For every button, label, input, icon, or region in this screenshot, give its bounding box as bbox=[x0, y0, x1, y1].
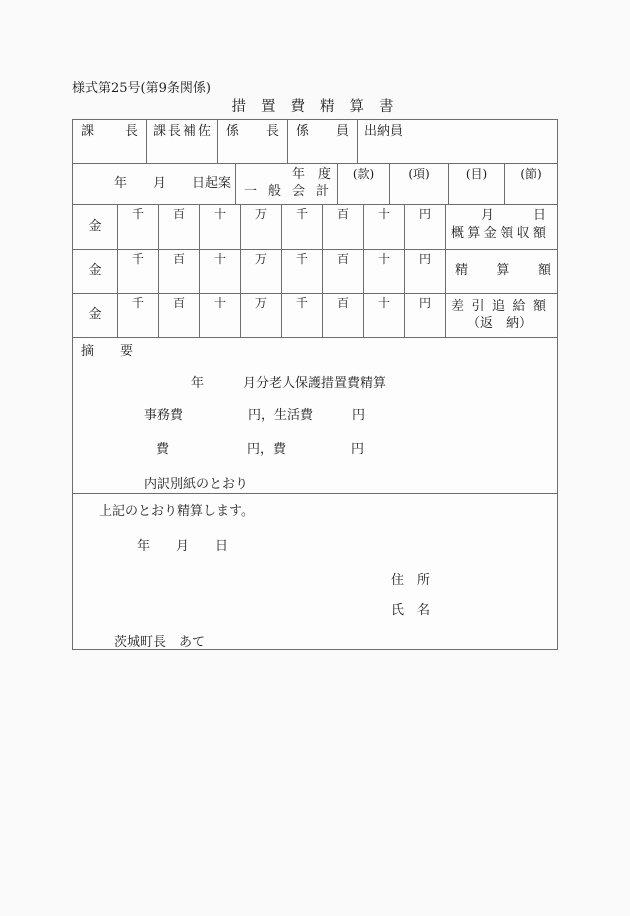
fiscal-year-cell bbox=[236, 164, 338, 204]
amount-label-cell bbox=[446, 205, 557, 249]
digit-header-cell: 十 bbox=[200, 294, 241, 337]
digit-header-cell: 千 bbox=[118, 250, 159, 293]
draft-date-text: 年 月 日起案 bbox=[113, 175, 231, 191]
form-number: 様式第25号(第9条関係) bbox=[72, 81, 211, 96]
draft-budget-row bbox=[73, 164, 557, 205]
currency-prefix-cell: 金 bbox=[73, 205, 118, 249]
approval-cell-staff: 係員 bbox=[288, 120, 358, 163]
amount-row-estimated-receipt bbox=[73, 205, 557, 250]
digit-header-cell: 百 bbox=[159, 250, 200, 293]
estimated-receipt-label: 概算金領収額 bbox=[451, 225, 546, 241]
currency-prefix-cell: 金 bbox=[73, 294, 118, 337]
declaration-text: 上記のとおり精算します。 bbox=[99, 504, 254, 519]
settlement-amount-label: 精算額 bbox=[455, 263, 551, 279]
digit-header-cell: 十 bbox=[200, 250, 241, 293]
digit-header-cell: 百 bbox=[323, 294, 364, 337]
digit-header-cell: 万 bbox=[241, 250, 282, 293]
digit-header-cell: 百 bbox=[323, 205, 364, 249]
digit-header-cell: 百 bbox=[159, 205, 200, 249]
digit-header-cell: 円 bbox=[405, 250, 446, 293]
digit-header-cell: 十 bbox=[364, 205, 405, 249]
address-label: 住 所 bbox=[391, 572, 431, 588]
approval-cell-deputy-section-chief: 課長補佐 bbox=[147, 120, 218, 163]
placement-expense-settlement-form bbox=[72, 119, 558, 650]
digit-header-cell: 円 bbox=[405, 205, 446, 249]
amount-row-settlement bbox=[73, 250, 557, 294]
summary-line-month: 年 月分老人保護措置費精算 bbox=[191, 375, 387, 391]
digit-header-cell: 円 bbox=[405, 294, 446, 337]
approval-stamp-row bbox=[73, 120, 557, 164]
balance-refund-label: 差引追給額 bbox=[451, 298, 546, 314]
summary-line-office-living-expense: 事務費 円，生活費 円 bbox=[144, 407, 366, 423]
digit-header-cell: 万 bbox=[241, 294, 282, 337]
budget-kan-cell: (款) bbox=[338, 164, 390, 204]
currency-prefix-cell: 金 bbox=[73, 250, 118, 293]
summary-line-breakdown-note: 内訳別紙のとおり bbox=[144, 476, 249, 492]
addressee-text: 茨城町長 あて bbox=[114, 634, 206, 650]
digit-header-cell: 百 bbox=[159, 294, 200, 337]
digit-header-cell: 十 bbox=[200, 205, 241, 249]
approval-cell-section-chief: 課長 bbox=[73, 120, 147, 163]
receipt-date-text: 月 日 bbox=[480, 208, 546, 223]
fiscal-year-text: 年 度 bbox=[291, 167, 331, 182]
draft-date-cell bbox=[73, 164, 236, 204]
summary-line-other-expense: 費 円，費 円 bbox=[156, 441, 365, 457]
digit-header-cell: 千 bbox=[282, 205, 323, 249]
general-account-text: 一般会計 bbox=[244, 183, 329, 199]
budget-setsu-cell: (節) bbox=[520, 167, 542, 181]
digit-header-cell: 千 bbox=[118, 294, 159, 337]
budget-moku-cell: (目) bbox=[449, 164, 505, 204]
refund-sublabel: （返 納） bbox=[466, 315, 532, 331]
name-label: 氏 名 bbox=[391, 602, 431, 618]
approval-cell-treasurer: 出納員 bbox=[364, 124, 404, 139]
amount-label-cell bbox=[446, 250, 557, 293]
approval-cell-unit-chief: 係長 bbox=[218, 120, 288, 163]
budget-kou-cell: (項) bbox=[390, 164, 449, 204]
amount-row-balance-refund bbox=[73, 294, 557, 338]
amount-label-cell bbox=[446, 294, 557, 337]
digit-header-cell: 百 bbox=[323, 250, 364, 293]
summary-section bbox=[73, 338, 557, 494]
summary-heading: 摘 要 bbox=[81, 344, 134, 359]
digit-header-cell: 万 bbox=[241, 205, 282, 249]
digit-header-cell: 十 bbox=[364, 294, 405, 337]
digit-header-cell: 十 bbox=[364, 250, 405, 293]
digit-header-cell: 千 bbox=[118, 205, 159, 249]
digit-header-cell: 千 bbox=[282, 294, 323, 337]
form-title: 措置費精算書 bbox=[231, 99, 409, 115]
signature-date-line: 年 月 日 bbox=[137, 538, 229, 554]
digit-header-cell: 千 bbox=[282, 250, 323, 293]
footer-section bbox=[73, 494, 557, 649]
